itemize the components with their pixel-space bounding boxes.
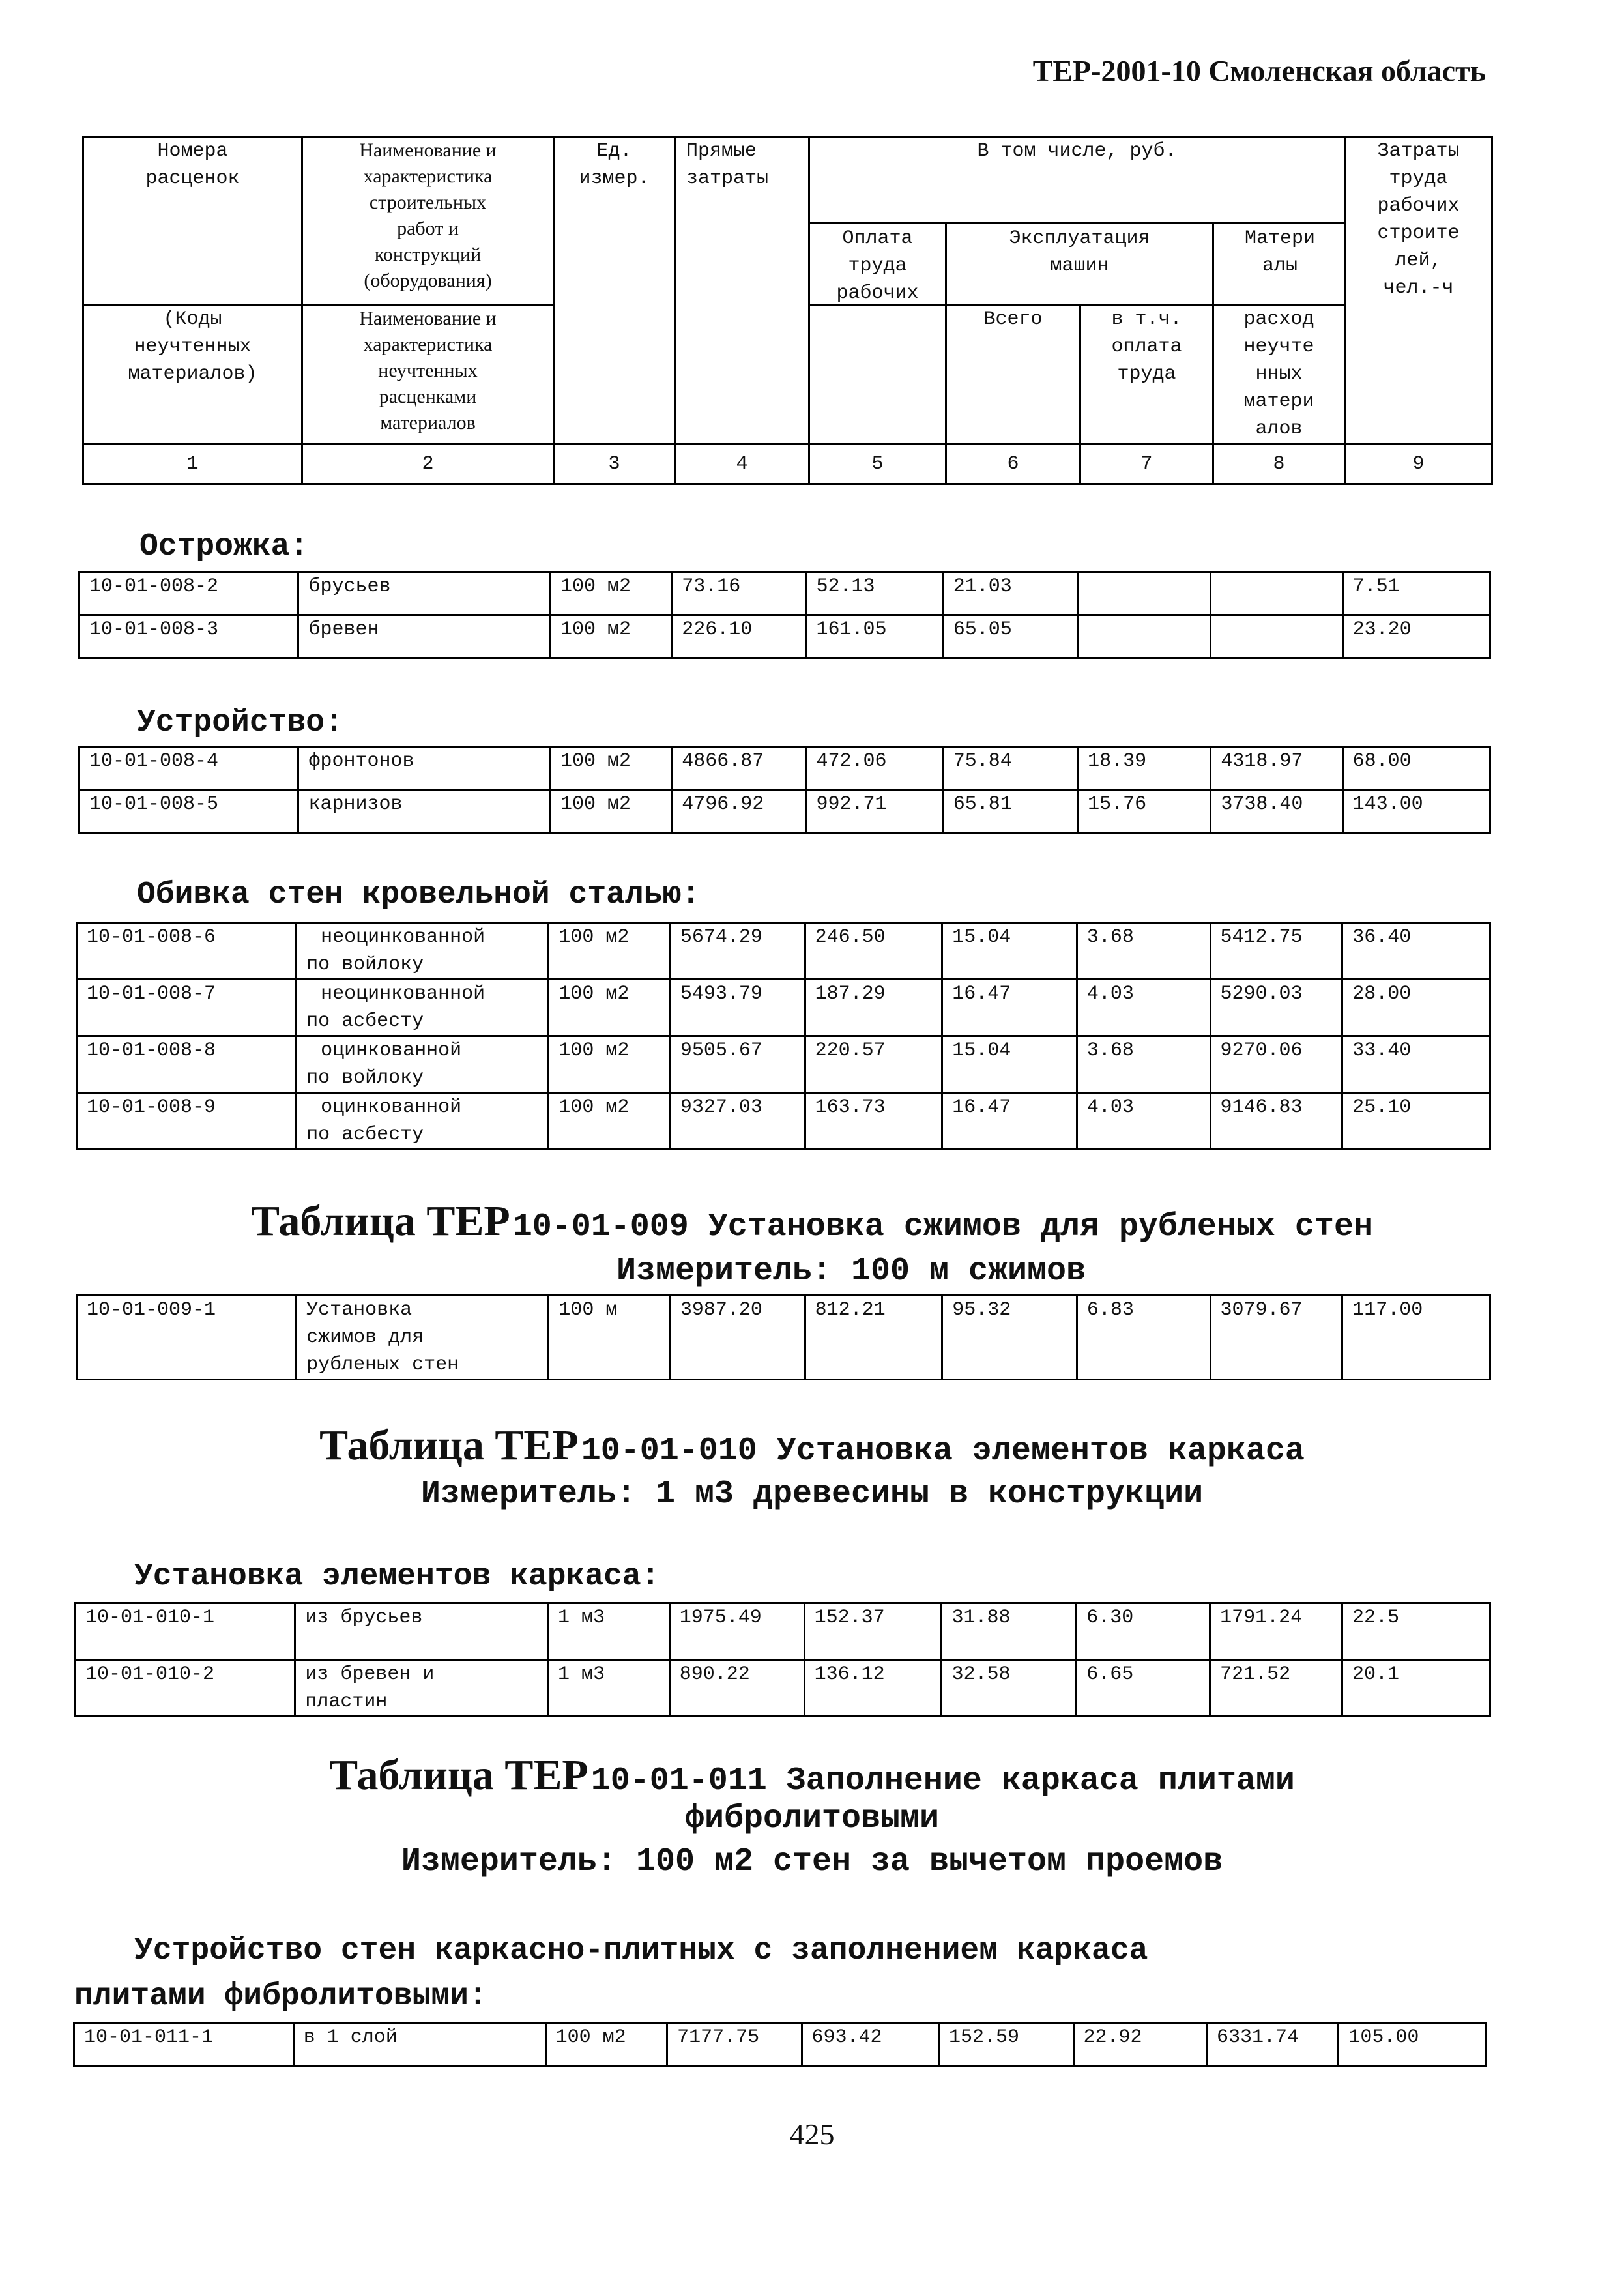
cell-hours: 36.40 xyxy=(1342,923,1490,980)
cell-code: 10-01-008-4 xyxy=(80,747,298,790)
header-num: 1 xyxy=(83,444,302,484)
table-obivka xyxy=(76,922,1491,1150)
header-line: рабочих xyxy=(836,282,919,304)
header-machines-total-label: Всего xyxy=(983,308,1043,330)
cell-unit: 100 м2 xyxy=(550,790,671,833)
cell-name-line: оцинкованной xyxy=(321,1040,462,1062)
cell-materials: 3079.67 xyxy=(1210,1296,1342,1380)
cell-materials: 721.52 xyxy=(1210,1660,1342,1717)
cell-name-line: по асбесту xyxy=(306,1010,424,1032)
cell-unit: 100 м2 xyxy=(549,1093,671,1150)
header-line: неучтенных xyxy=(378,360,478,381)
cell-machines-labor: 15.76 xyxy=(1078,790,1211,833)
cell-machines: 21.03 xyxy=(943,572,1077,615)
header-num: 8 xyxy=(1213,444,1345,484)
cell-hours: 25.10 xyxy=(1342,1093,1490,1150)
cell-name-line: в 1 слой xyxy=(303,2026,398,2049)
cell-hours: 28.00 xyxy=(1342,980,1490,1036)
cell-materials: 5290.03 xyxy=(1210,980,1342,1036)
table-title-prefix: Таблица ТЕР xyxy=(319,1422,579,1469)
cell-labor: 812.21 xyxy=(805,1296,942,1380)
header-machines xyxy=(947,225,1212,280)
cell-unit: 100 м2 xyxy=(549,1036,671,1093)
header-direct-lines xyxy=(676,138,808,192)
header-line: Оплата xyxy=(842,227,913,250)
cell-unit: 100 м2 xyxy=(550,615,671,658)
table-009 xyxy=(76,1294,1491,1380)
table-title-text: 10-01-011 Заполнение каркаса плитами xyxy=(590,1762,1295,1800)
cell-name-line: карнизов xyxy=(308,793,403,815)
header-name-bottom xyxy=(302,305,554,444)
cell-name xyxy=(293,2023,545,2066)
header-line: (Коды xyxy=(163,308,222,330)
header-line: материалов) xyxy=(128,363,257,385)
table-row xyxy=(77,1036,1490,1093)
table-row xyxy=(77,923,1490,980)
cell-name xyxy=(298,615,551,658)
cell-name xyxy=(295,1660,548,1717)
cell-name xyxy=(297,980,549,1036)
header-line: в т.ч. xyxy=(1111,308,1182,330)
cell-unit: 100 м2 xyxy=(550,572,671,615)
cell-code: 10-01-008-3 xyxy=(80,615,298,658)
header-line: Наименование и xyxy=(359,139,497,161)
table-title-text: 10-01-010 Установка элементов каркаса xyxy=(581,1433,1305,1470)
header-machines-total xyxy=(946,305,1080,444)
header-name xyxy=(302,137,554,305)
section-label-obivka: Обивка стен кровельной сталью: xyxy=(137,877,701,912)
header-line: Эксплуатация xyxy=(1009,227,1150,250)
header-line: расценок xyxy=(145,168,240,190)
header-line: алов xyxy=(1255,418,1303,440)
cell-name-line: фронтонов xyxy=(308,750,414,772)
header-materials xyxy=(1214,225,1346,280)
header-line: чел.-ч xyxy=(1383,277,1454,299)
header-unit xyxy=(554,137,675,444)
table-row xyxy=(77,980,1490,1036)
cell-materials: 9270.06 xyxy=(1210,1036,1342,1093)
header-unit-lines xyxy=(555,138,674,192)
cell-machines-labor xyxy=(1078,572,1211,615)
cell-materials: 4318.97 xyxy=(1211,747,1342,790)
header-code-lines xyxy=(84,138,301,192)
section-label-ustroystvo: Устройство: xyxy=(137,705,343,740)
header-num: 4 xyxy=(675,444,809,484)
cell-code: 10-01-009-1 xyxy=(77,1296,297,1380)
header-line: материалов xyxy=(380,412,476,433)
cell-machines: 32.58 xyxy=(942,1660,1077,1717)
header-num: 5 xyxy=(809,444,946,484)
header-code-bottom xyxy=(83,305,302,444)
cell-unit: 100 м2 xyxy=(550,747,671,790)
header-line: Наименование и xyxy=(359,308,497,329)
cell-name xyxy=(298,747,551,790)
header-line: Номера xyxy=(157,140,228,162)
header-line: машин xyxy=(1050,255,1109,277)
header-line: оплата xyxy=(1111,336,1182,358)
measure-011: Измеритель: 100 м2 стен за вычетом проемов xyxy=(401,1843,1223,1880)
cell-labor: 163.73 xyxy=(805,1093,942,1150)
header-line: лей, xyxy=(1395,250,1442,272)
header-line: строите xyxy=(1377,222,1460,244)
table-row xyxy=(80,615,1490,658)
cell-machines: 15.04 xyxy=(942,923,1077,980)
table-title-011 xyxy=(0,1751,1624,1800)
header-line: рабочих xyxy=(1377,195,1460,217)
cell-unit: 100 м2 xyxy=(545,2023,667,2066)
cell-machines-labor: 4.03 xyxy=(1077,980,1210,1036)
cell-name-line: Установка xyxy=(306,1299,413,1321)
section-label-plity-2: плитами фибролитовыми: xyxy=(74,1979,487,2014)
cell-direct: 7177.75 xyxy=(667,2023,802,2066)
header-materials-bottom-lines xyxy=(1214,306,1344,443)
cell-direct: 5674.29 xyxy=(670,923,805,980)
header-code-bottom-lines xyxy=(84,306,301,388)
cell-code: 10-01-008-7 xyxy=(77,980,297,1036)
table-011 xyxy=(73,2022,1487,2067)
cell-name-line: неоцинкованной xyxy=(321,983,486,1005)
cell-machines-labor: 22.92 xyxy=(1073,2023,1206,2066)
header-num: 3 xyxy=(554,444,675,484)
cell-labor: 161.05 xyxy=(806,615,943,658)
header-code xyxy=(83,137,302,305)
table-title-prefix: Таблица ТЕР xyxy=(251,1197,510,1245)
header-line: строительных xyxy=(369,192,487,213)
cell-direct: 73.16 xyxy=(672,572,806,615)
header-machines-labor-lines xyxy=(1081,306,1212,388)
cell-name xyxy=(297,1093,549,1150)
table-row xyxy=(77,1093,1490,1150)
cell-machines: 75.84 xyxy=(943,747,1077,790)
header-line: характеристика xyxy=(363,166,493,187)
cell-hours: 143.00 xyxy=(1342,790,1490,833)
header-line: нных xyxy=(1255,363,1303,385)
table-010 xyxy=(74,1602,1491,1717)
table-title-009 xyxy=(0,1197,1624,1246)
cell-labor: 472.06 xyxy=(806,747,943,790)
cell-unit: 100 м2 xyxy=(549,980,671,1036)
cell-name-line: бревен xyxy=(308,619,379,641)
header-line: Матери xyxy=(1244,227,1316,250)
header-num: 9 xyxy=(1345,444,1492,484)
cell-labor: 52.13 xyxy=(806,572,943,615)
cell-machines-labor: 4.03 xyxy=(1077,1093,1210,1150)
cell-materials: 9146.83 xyxy=(1210,1093,1342,1150)
cell-name-line: из брусьев xyxy=(305,1607,423,1629)
cell-name-line: рубленых стен xyxy=(306,1354,459,1376)
header-line: Ед. xyxy=(596,140,632,162)
table-row xyxy=(80,572,1490,615)
cell-name-line: по асбесту xyxy=(306,1124,424,1146)
cell-direct: 4866.87 xyxy=(672,747,806,790)
cell-direct: 1975.49 xyxy=(669,1603,804,1660)
header-hours-lines xyxy=(1346,138,1491,302)
header-num: 6 xyxy=(946,444,1080,484)
header-num: 2 xyxy=(302,444,554,484)
cell-name-line: неоцинкованной xyxy=(321,926,486,948)
header-line: алы xyxy=(1262,255,1298,277)
cell-direct: 9327.03 xyxy=(670,1093,805,1150)
cell-name xyxy=(295,1603,548,1660)
running-header: ТЕР-2001-10 Смоленская область xyxy=(1032,54,1486,87)
header-line: труда xyxy=(848,255,907,277)
table-row xyxy=(74,2023,1486,2066)
cell-labor: 187.29 xyxy=(805,980,942,1036)
header-line: Прямые xyxy=(686,140,757,162)
cell-machines: 15.04 xyxy=(942,1036,1077,1093)
header-line: измер. xyxy=(579,168,650,190)
cell-labor: 136.12 xyxy=(804,1660,942,1717)
cell-unit: 100 м2 xyxy=(549,923,671,980)
cell-name-line: брусьев xyxy=(308,576,391,598)
cell-direct: 5493.79 xyxy=(670,980,805,1036)
cell-code: 10-01-008-5 xyxy=(80,790,298,833)
cell-labor: 246.50 xyxy=(805,923,942,980)
header-direct xyxy=(675,137,809,444)
cell-code: 10-01-008-8 xyxy=(77,1036,297,1093)
header-name-lines xyxy=(303,138,553,294)
cell-machines: 65.05 xyxy=(943,615,1077,658)
header-labor-bottom xyxy=(809,305,946,444)
cell-hours: 68.00 xyxy=(1342,747,1490,790)
cell-machines-labor: 18.39 xyxy=(1078,747,1211,790)
table-row xyxy=(77,1296,1490,1380)
header-incl-group xyxy=(809,137,1345,305)
section-label-ostrozhka: Острожка: xyxy=(139,529,309,564)
cell-direct: 4796.92 xyxy=(672,790,806,833)
cell-direct: 9505.67 xyxy=(670,1036,805,1093)
cell-machines: 31.88 xyxy=(942,1603,1077,1660)
cell-name-line: из бревен и xyxy=(305,1663,435,1685)
page-number: 425 xyxy=(789,2118,835,2151)
cell-materials: 3738.40 xyxy=(1211,790,1342,833)
cell-labor: 220.57 xyxy=(805,1036,942,1093)
header-line: характеристика xyxy=(363,334,493,355)
cell-hours: 20.1 xyxy=(1342,1660,1490,1717)
cell-materials: 1791.24 xyxy=(1210,1603,1342,1660)
table-title-prefix: Таблица ТЕР xyxy=(329,1751,588,1799)
column-header-table xyxy=(82,136,1493,485)
cell-hours: 23.20 xyxy=(1342,615,1490,658)
table-title-010 xyxy=(0,1421,1624,1470)
header-hours xyxy=(1345,137,1492,444)
table-ostrozhka xyxy=(78,571,1491,659)
cell-machines: 16.47 xyxy=(942,1093,1077,1150)
cell-machines: 65.81 xyxy=(943,790,1077,833)
cell-name-line: сжимов для xyxy=(306,1326,424,1349)
table-row xyxy=(80,747,1490,790)
cell-name xyxy=(298,572,551,615)
header-materials-bottom xyxy=(1213,305,1345,444)
table-row xyxy=(80,790,1490,833)
header-line: конструкций xyxy=(374,244,482,265)
cell-unit: 1 м3 xyxy=(547,1660,669,1717)
header-num: 7 xyxy=(1080,444,1213,484)
cell-materials: 6331.74 xyxy=(1206,2023,1338,2066)
table-title-text: 10-01-009 Установка сжимов для рубленых стен xyxy=(512,1208,1373,1246)
cell-direct: 226.10 xyxy=(672,615,806,658)
cell-direct: 3987.20 xyxy=(670,1296,805,1380)
cell-name xyxy=(298,790,551,833)
cell-name-line: по войлоку xyxy=(306,1067,424,1089)
cell-code: 10-01-011-1 xyxy=(74,2023,294,2066)
table-title-011-line2: фибролитовыми xyxy=(684,1800,940,1837)
cell-machines: 95.32 xyxy=(942,1296,1077,1380)
cell-materials xyxy=(1211,572,1342,615)
cell-code: 10-01-008-2 xyxy=(80,572,298,615)
cell-hours: 105.00 xyxy=(1339,2023,1486,2066)
cell-machines-labor: 6.30 xyxy=(1077,1603,1210,1660)
cell-machines: 152.59 xyxy=(939,2023,1073,2066)
cell-hours: 117.00 xyxy=(1342,1296,1490,1380)
table-ustroystvo xyxy=(78,746,1491,834)
cell-unit: 1 м3 xyxy=(547,1603,669,1660)
header-line: неучте xyxy=(1243,336,1314,358)
header-incl: В том числе, руб. xyxy=(977,140,1177,162)
cell-labor: 992.71 xyxy=(806,790,943,833)
header-labor xyxy=(810,225,945,307)
cell-name-line: по войлоку xyxy=(306,954,424,976)
section-label-karkas: Установка элементов каркаса: xyxy=(134,1559,660,1594)
cell-code: 10-01-010-2 xyxy=(76,1660,295,1717)
header-line: работ и xyxy=(397,218,459,239)
cell-labor: 152.37 xyxy=(804,1603,942,1660)
cell-machines-labor xyxy=(1078,615,1211,658)
cell-hours: 33.40 xyxy=(1342,1036,1490,1093)
table-row xyxy=(76,1660,1490,1717)
measure-010: Измеритель: 1 м3 древесины в конструкции xyxy=(420,1476,1204,1513)
header-line: расход xyxy=(1243,308,1314,330)
cell-materials xyxy=(1211,615,1342,658)
header-line: труда xyxy=(1389,168,1448,190)
cell-code: 10-01-008-9 xyxy=(77,1093,297,1150)
header-line: труда xyxy=(1117,363,1176,385)
cell-machines-labor: 3.68 xyxy=(1077,923,1210,980)
cell-hours: 7.51 xyxy=(1342,572,1490,615)
cell-name-line: пластин xyxy=(305,1691,388,1713)
table-row xyxy=(76,1603,1490,1660)
header-line: Затраты xyxy=(1377,140,1460,162)
cell-direct: 890.22 xyxy=(669,1660,804,1717)
cell-name-line: оцинкованной xyxy=(321,1096,462,1118)
section-label-plity-1: Устройство стен каркасно-плитных с заполнением каркаса xyxy=(134,1933,1148,1968)
header-line: затраты xyxy=(686,168,769,190)
cell-machines-labor: 6.83 xyxy=(1077,1296,1210,1380)
cell-name xyxy=(297,1296,549,1380)
header-line: неучтенных xyxy=(134,336,252,358)
cell-name xyxy=(297,1036,549,1093)
measure-009: Измеритель: 100 м сжимов xyxy=(616,1253,1086,1290)
cell-name xyxy=(297,923,549,980)
cell-hours: 22.5 xyxy=(1342,1603,1490,1660)
header-line: (оборудования) xyxy=(364,270,492,291)
header-machines-labor xyxy=(1080,305,1213,444)
cell-materials: 5412.75 xyxy=(1210,923,1342,980)
cell-unit: 100 м xyxy=(549,1296,671,1380)
header-name-bottom-lines xyxy=(303,306,553,436)
cell-machines-labor: 3.68 xyxy=(1077,1036,1210,1093)
cell-code: 10-01-010-1 xyxy=(76,1603,295,1660)
cell-labor: 693.42 xyxy=(802,2023,938,2066)
header-line: расценками xyxy=(379,386,477,407)
header-line: матери xyxy=(1243,390,1314,413)
cell-machines: 16.47 xyxy=(942,980,1077,1036)
cell-machines-labor: 6.65 xyxy=(1077,1660,1210,1717)
cell-code: 10-01-008-6 xyxy=(77,923,297,980)
